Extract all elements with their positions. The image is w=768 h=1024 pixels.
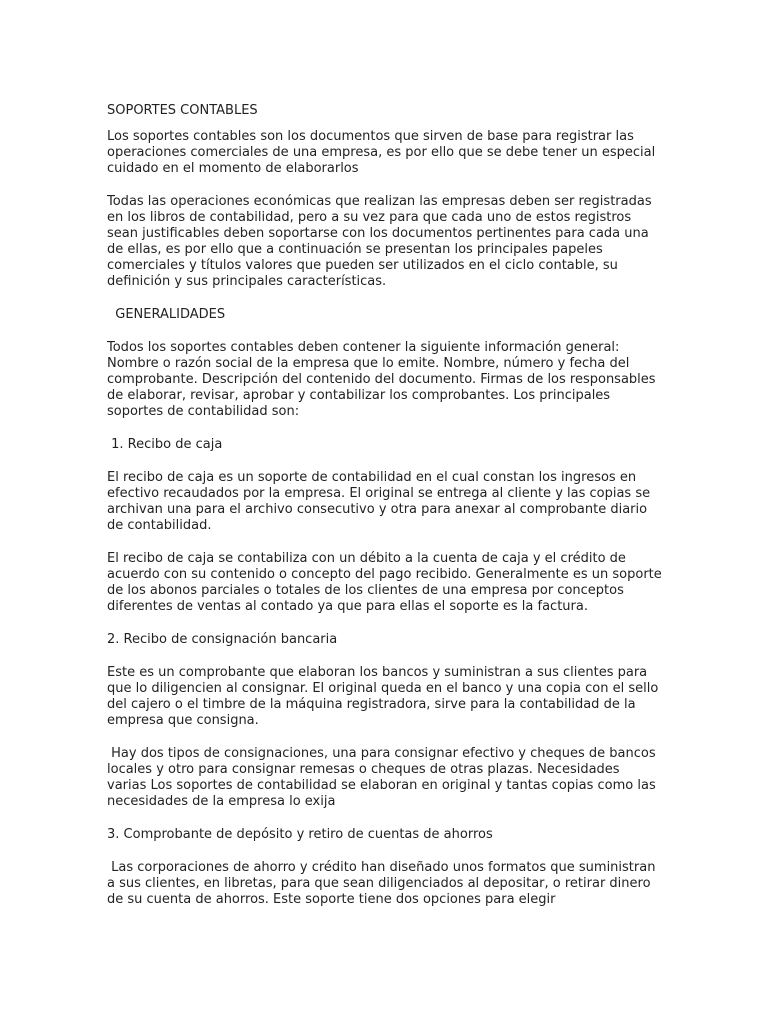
section-heading-ahorros: 3. Comprobante de depósito y retiro de cuentas de ahorros	[107, 827, 493, 842]
paragraph-ahorros: Las corporaciones de ahorro y crédito han diseñado unos formatos que suministran a sus clientes, en libretas, para que sean diligenciados al depositar, o retirar dinero de su cuenta de ahorros. Este soporte tiene dos opciones para elegir	[107, 860, 660, 907]
paragraph-generalidades: Todos los soportes contables deben contener la siguiente información general: Nombre o razón social de la empresa que lo emite. Nombre, número y fecha del comprobante. Descripción del contenido del documento. Firmas de los responsables de elaborar, revisar, aprobar y contabilizar los comprobantes. Los principales soportes de contabilidad son:	[107, 340, 660, 419]
section-heading-consignacion: 2. Recibo de consignación bancaria	[107, 632, 338, 647]
section-heading-generalidades: GENERALIDADES	[107, 307, 226, 322]
document-body	[107, 103, 666, 925]
paragraph-recibo-caja-1: El recibo de caja es un soporte de contabilidad en el cual constan los ingresos en efectivo recaudados por la empresa. El original se entrega al cliente y las copias se archivan una para el archivo consecutivo y otra para anexar al comprobante diario de contabilidad.	[107, 470, 655, 533]
paragraph-consignacion-2: Hay dos tipos de consignaciones, una para consignar efectivo y cheques de bancos locales y otro para consignar remesas o cheques de otras plazas. Necesidades varias Los soportes de contabilidad se elaboran en original y tantas copias como las necesidades de la empresa lo exija	[107, 746, 660, 809]
paragraph-recibo-caja-2: El recibo de caja se contabiliza con un débito a la cuenta de caja y el crédito de acuerdo con su contenido o concepto del pago recibido. Generalmente es un soporte de los abonos parciales o totales de los clientes de una empresa por conceptos diferentes de ventas al contado ya que para ellas el soporte es la factura.	[107, 551, 666, 614]
section-heading-recibo-caja: 1. Recibo de caja	[107, 437, 223, 452]
paragraph-operations: Todas las operaciones económicas que realizan las empresas deben ser registradas en los libros de contabilidad, pero a su vez para que cada uno de estos registros sean justificables deben soportarse con los documentos pertinentes para cada una de ellas, es por ello que a continuación se presentan los principales papeles comerciales y títulos valores que pueden ser utilizados en el ciclo contable, su definición y sus principales características.	[107, 194, 656, 289]
paragraph-intro: Los soportes contables son los documentos que sirven de base para registrar las operaciones comerciales de una empresa, es por ello que se debe tener un especial cuidado en el momento de elaborarlos	[107, 129, 660, 176]
document-title: SOPORTES CONTABLES	[107, 103, 258, 118]
paragraph-consignacion-1: Este es un comprobante que elaboran los bancos y suministran a sus clientes para que lo diligencien al consignar. El original queda en el banco y una copia con el sello del cajero o el timbre de la máquina registradora, sirve para la contabilidad de la empresa que consigna.	[107, 665, 663, 728]
